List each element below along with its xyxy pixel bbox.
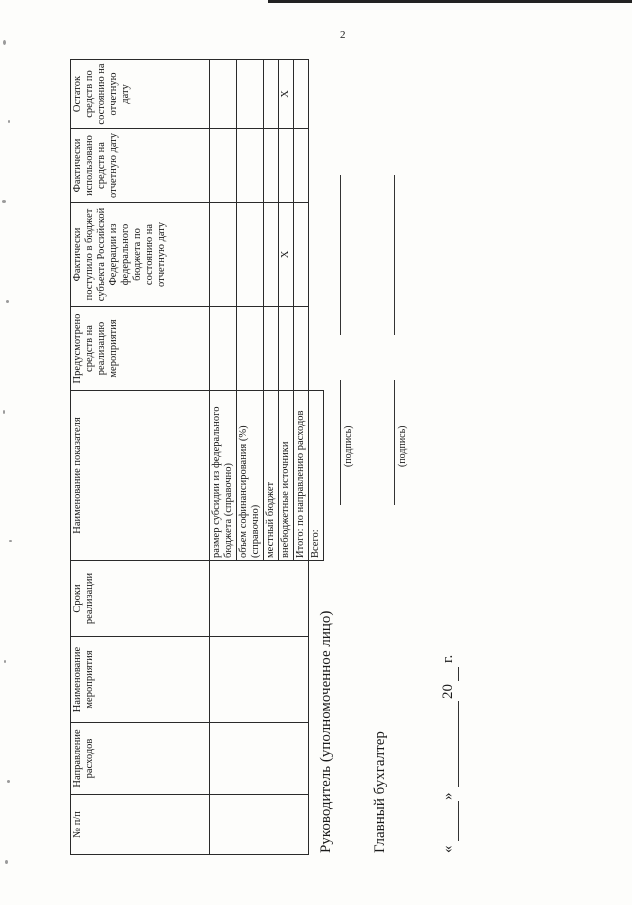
date-open-quote: «: [440, 845, 456, 853]
table-cell: [279, 129, 294, 203]
date-year-line: [458, 667, 459, 681]
table-cell: [210, 129, 237, 203]
row-label-total: Всего:: [309, 391, 324, 561]
date-close-quote: »: [440, 792, 456, 800]
table-row: [210, 60, 237, 855]
row-label-local-budget: местный бюджет: [264, 391, 279, 561]
blank-cell: [309, 129, 324, 203]
table-cell: [279, 307, 294, 391]
header-indicator-name: Наименование показателя: [71, 391, 210, 561]
scan-speckle: [3, 410, 5, 414]
table-cell: [294, 203, 309, 307]
accountant-signature-line: [394, 380, 395, 505]
table-cell: [294, 60, 309, 129]
table-cell: [210, 60, 237, 129]
head-name-line: [340, 175, 341, 335]
blank-cell: [309, 60, 324, 129]
x-mark-remaining: X: [279, 60, 294, 129]
table-cell: [210, 307, 237, 391]
table-cell: [237, 203, 264, 307]
table-cell: [237, 60, 264, 129]
scan-speckle: [3, 40, 6, 45]
rotated-form-sheet: [10, 5, 610, 855]
accountant-name-line: [394, 175, 395, 335]
header-number: № п/п: [71, 795, 210, 855]
table-cell: [264, 307, 279, 391]
accountant-signature-caption: (подпись): [397, 425, 408, 467]
table-cell: [264, 203, 279, 307]
table-cell: [237, 307, 264, 391]
header-expense-direction: Направление расходов: [71, 723, 210, 795]
header-implementation-period: Сроки реализации: [71, 561, 210, 637]
scan-speckle: [4, 660, 6, 663]
row-label-cofinancing: объем софинансирования (%) (справочно): [237, 391, 264, 561]
header-received-funds: Фактически поступило в бюджет субъекта Российской Федерации из федерального бюджета по состоянию на отчетную дату: [71, 203, 210, 307]
top-border: [268, 0, 632, 3]
header-remaining-funds: Остаток средств по состоянию на отчетную дату: [71, 60, 210, 129]
scan-speckle: [2, 200, 6, 203]
date-month-line: [458, 701, 459, 787]
blank-cell: [309, 203, 324, 307]
scan-speckle: [6, 300, 9, 303]
cell-activity-name: [210, 637, 309, 723]
cell-expense-direction: [210, 723, 309, 795]
scan-speckle: [5, 860, 8, 864]
report-table: [70, 59, 324, 855]
header-used-funds: Фактически использовано средств на отчетную дату: [71, 129, 210, 203]
head-signature-label: Руководитель (уполномоченное лицо): [318, 610, 334, 853]
table-cell: [294, 307, 309, 391]
table-cell: [264, 60, 279, 129]
page-number: 2: [340, 29, 346, 41]
row-label-extrabudgetary: внебюджетные источники: [279, 391, 294, 561]
table-cell: [210, 203, 237, 307]
row-label-federal-subsidy: размер субсидии из федерального бюджета (справочно): [210, 391, 237, 561]
cell-implementation-period: [210, 561, 309, 637]
head-signature-caption: (подпись): [343, 425, 354, 467]
accountant-signature-label: Главный бухгалтер: [372, 731, 388, 853]
date-day-line: [458, 801, 459, 841]
header-activity-name: Наименование мероприятия: [71, 637, 210, 723]
row-label-subtotal: Итого: по направлению расходов: [294, 391, 309, 561]
cell-number: [210, 795, 309, 855]
head-signature-line: [340, 380, 341, 505]
x-mark-received: X: [279, 203, 294, 307]
date-suffix: г.: [440, 654, 456, 663]
blank-cell: [309, 307, 324, 391]
header-planned-funds: Предусмотрено средств на реализацию мероприятия: [71, 307, 210, 391]
table-cell: [237, 129, 264, 203]
date-year: 20: [440, 684, 456, 699]
table-cell: [294, 129, 309, 203]
table-cell: [264, 129, 279, 203]
